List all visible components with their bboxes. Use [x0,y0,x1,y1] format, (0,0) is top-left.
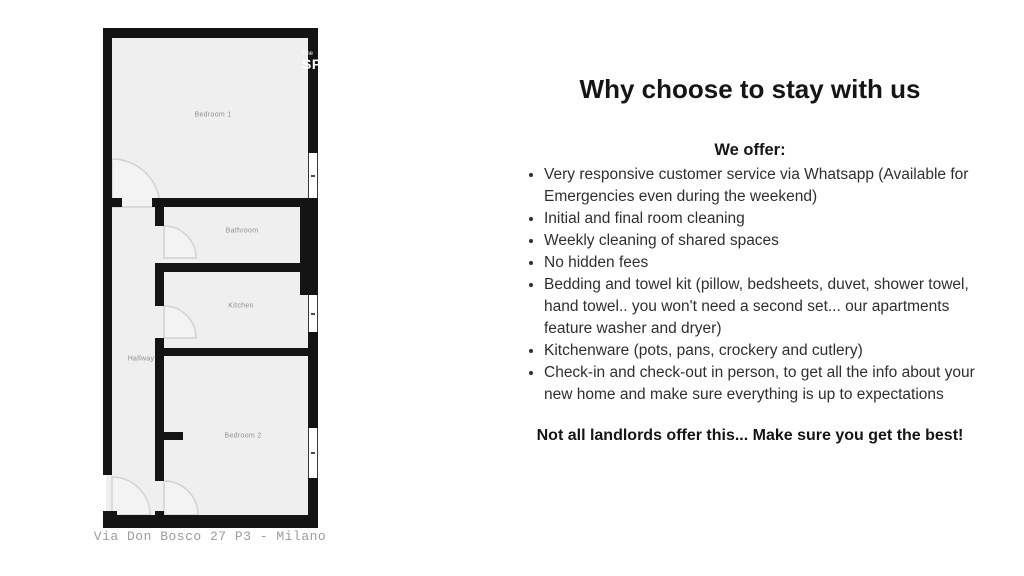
floorplan [103,28,322,528]
room-label-bedroom-1: Bedroom 1 [194,111,232,119]
wall-segment [103,28,112,475]
room-label-kitchen: Kitchen [228,302,254,310]
watermark-line1: Che [302,51,314,57]
door-arcs [103,28,318,528]
offer-list [516,164,984,406]
marketing-panel [516,0,984,445]
wall-segment [155,348,308,356]
wall-segment [155,263,308,272]
wall-segment [103,28,318,38]
wall-segment [308,478,318,515]
wall-segment [155,356,164,481]
window-tick [311,452,316,454]
window-tick [311,313,316,315]
entrance-door-arc [112,477,150,515]
room-label-bathroom: Bathroom [225,227,259,235]
wall-segment [155,432,183,440]
bedroom-2-door-arc [164,481,198,515]
footer-note: Not all landlords offer this... Make sure you get the best! [536,426,964,444]
offer-item: • Bedding and towel kit (pillow, bedsheets, duvet, shower towel, hand towel.. you won't need a second set... our apartments feature washer and dryer) [544,274,984,340]
offer-item: • Initial and final room cleaning [544,208,984,230]
window-symbol [308,295,318,332]
window-symbol [308,428,318,478]
page-title: Why choose to stay with us [579,74,921,104]
kitchen-door-arc [164,306,196,338]
wall-segment [155,263,164,306]
wall-segment [152,198,308,207]
offer-item: • Kitchenware (pots, pans, crockery and cutlery) [544,340,984,362]
wall-segment [155,511,164,515]
floorplan-caption: Via Don Bosco 27 P3 - Milano [93,529,327,544]
wall-segment [308,332,318,428]
room-label-bedroom-2: Bedroom 2 [224,432,262,440]
wall-segment [300,198,318,295]
watermark-line2: SP [302,56,322,72]
window-tick [311,175,316,177]
bathroom-door-arc [164,226,196,258]
wall-segment [103,511,117,515]
watermark-logo-fragment [302,51,322,71]
offer-item: • Very responsive customer service via Whatsapp (Available for Emergencies even during the weekend) [544,164,984,208]
offer-item: • Check-in and check-out in person, to get all the info about your new home and make sure everything is up to expectations [544,362,984,406]
offer-heading: We offer: [714,141,786,160]
wall-segment [155,198,164,226]
room-label-hallway: Hallway [127,355,155,363]
wall-segment [308,28,318,153]
wall-segment [112,198,122,207]
offer-item: • No hidden fees [544,252,984,274]
offer-item: • Weekly cleaning of shared spaces [544,230,984,252]
window-symbol [308,153,318,198]
wall-segment [103,515,318,528]
